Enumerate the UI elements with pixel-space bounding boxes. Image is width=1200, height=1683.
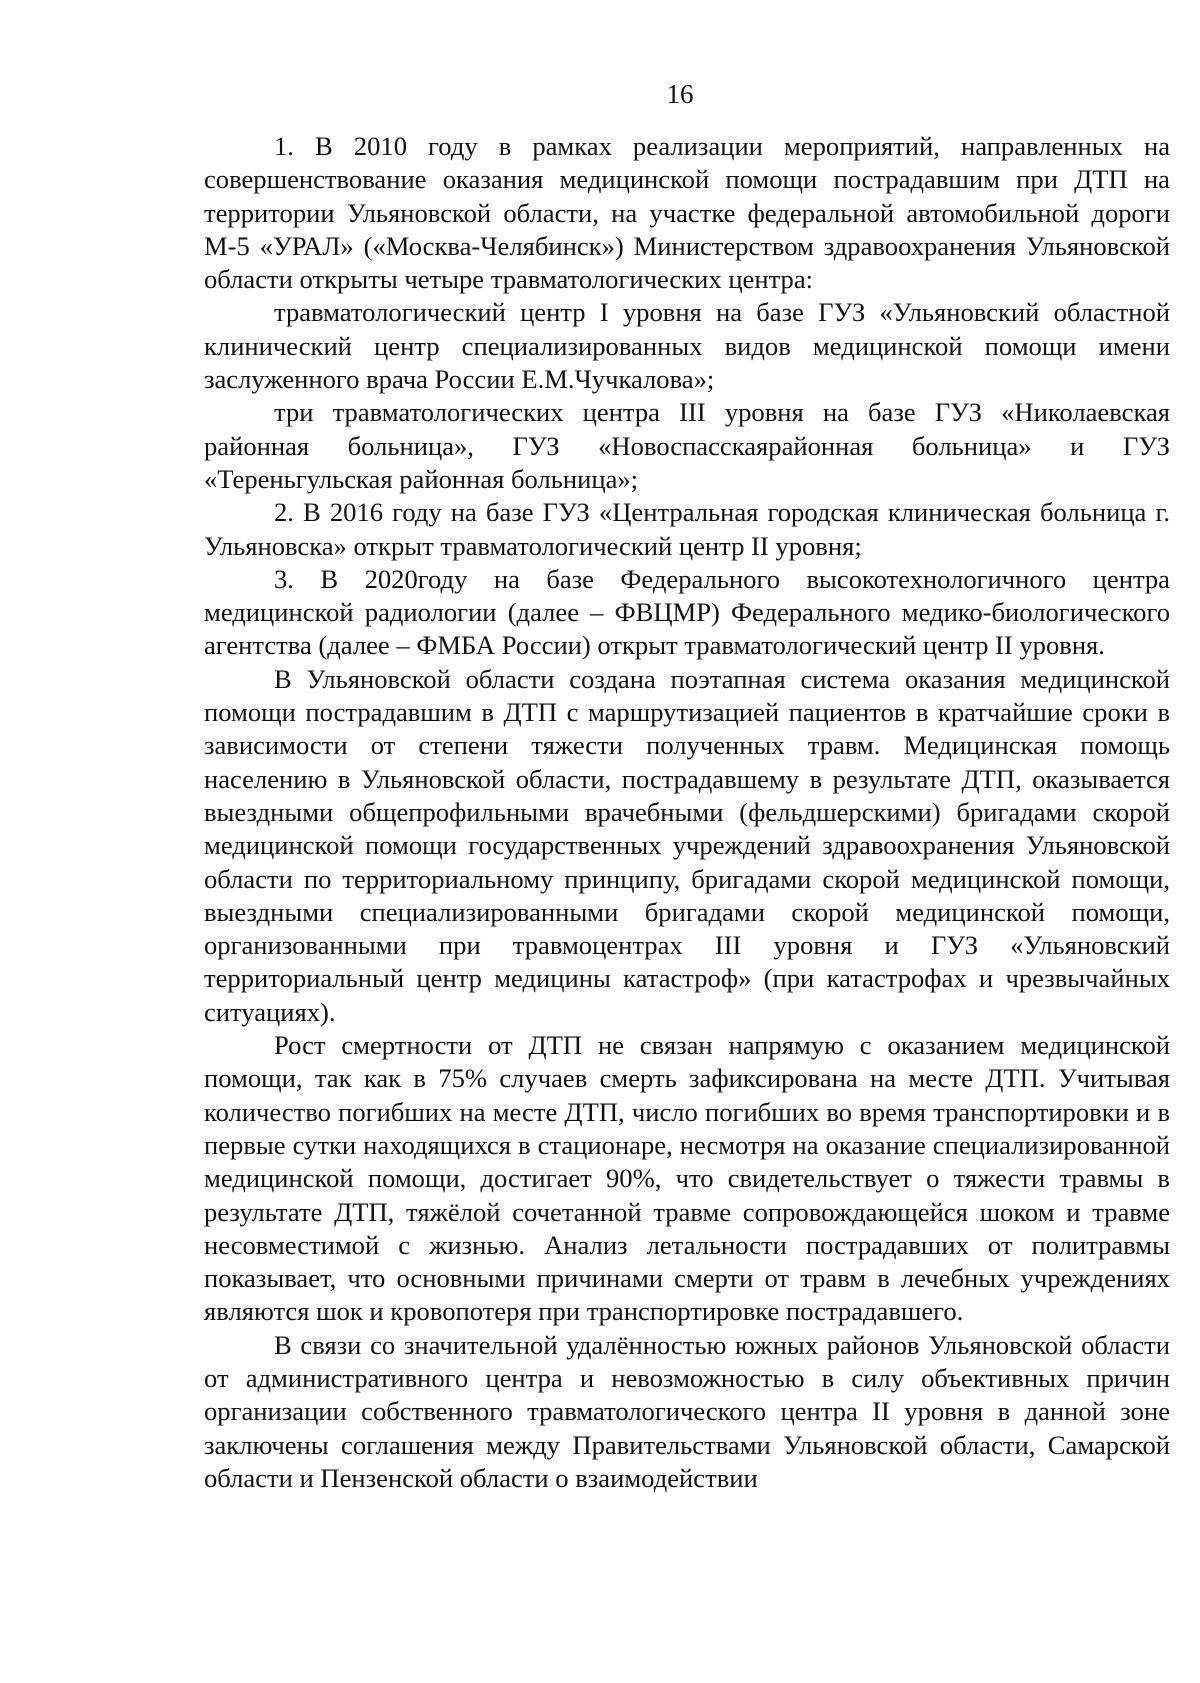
document-body	[204, 130, 1170, 1495]
paragraph-level-3-centers: три травматологических центра III уровня на базе ГУЗ «Николаевская районная больница», ГУЗ «Новоспасскаярайонная больница» и ГУЗ «Тереньгульская районная больница»;	[204, 397, 1170, 494]
paragraph-trauma-centers-2010: 1. В 2010 году в рамках реализации мероприятий, направленных на совершенствование оказания медицинской помощи пострадавшим при ДТП на территории Ульяновской области, на участке федеральной автомобильной дороги М-5 «УРАЛ» («Москва-Челябинск») Министерством здравоохранения Ульяновской области открыты четыре травматологических центра:	[204, 131, 1170, 295]
paragraph-level-2-center-2020: 3. В 2020году на базе Федерального высокотехнологичного центра медицинской радиологии (далее – ФВЦМР) Федерального медико-биологического агентства (далее – ФМБА России) открыт травматологический центр II уровня.	[204, 563, 1170, 661]
paragraph-level-2-center-2016: 2. В 2016 году на базе ГУЗ «Центральная городская клиническая больница г. Ульяновска» открыт травматологический центр II уровня;	[204, 497, 1170, 561]
page-number: 16	[666, 79, 694, 109]
paragraph-mortality-analysis: Рост смертности от ДТП не связан напрямую с оказанием медицинской помощи, так как в 75% случаев смерть зафиксирована на месте ДТП. Учитывая количество погибших на месте ДТП, число погибших во время транспортировки и в первые сутки находящихся в стационаре, несмотря на оказание специализированной медицинской помощи, достигает 90%, что свидетельствует о тяжести травмы в результате ДТП, тяжёлой сочетанной травме сопровождающейся шоком и травме несовместимой с жизнью. Анализ летальности пострадавших от политравмы показывает, что основными причинами смерти от травм в лечебных учреждениях являются шок и кровопотеря при транспортировке пострадавшего.	[204, 1030, 1170, 1327]
paragraph-level-1-center: травматологический центр I уровня на базе ГУЗ «Ульяновский областной клинический центр специализированных видов медицинской помощи имени заслуженного врача России Е.М.Чучкалова»;	[204, 297, 1170, 395]
paragraph-interregional-agreements: В связи со значительной удалённостью южных районов Ульяновской области от административного центра и невозможностью в силу объективных причин организации собственного травматологического центра II уровня в данной зоне заключены соглашения между Правительствами Ульяновской области, Самарской области и Пензенской области о взаимодействии	[204, 1329, 1170, 1493]
paragraph-care-system: В Ульяновской области создана поэтапная система оказания медицинской помощи пострадавшим в ДТП с маршрутизацией пациентов в кратчайшие сроки в зависимости от степени тяжести полученных травм. Медицинская помощь населению в Ульяновской области, пострадавшему в результате ДТП, оказывается выездными общепрофильными врачебными (фельдшерскими) бригадами скорой медицинской помощи государственных учреждений здравоохранения Ульяновской области по территориальному принципу, бригадами скорой медицинской помощи, выездными специализированными бригадами скорой медицинской помощи, организованными при травмоцентрах III уровня и ГУЗ «Ульяновский территориальный центр медицины катастроф» (при катастрофах и чрезвычайных ситуациях).	[204, 663, 1170, 1027]
